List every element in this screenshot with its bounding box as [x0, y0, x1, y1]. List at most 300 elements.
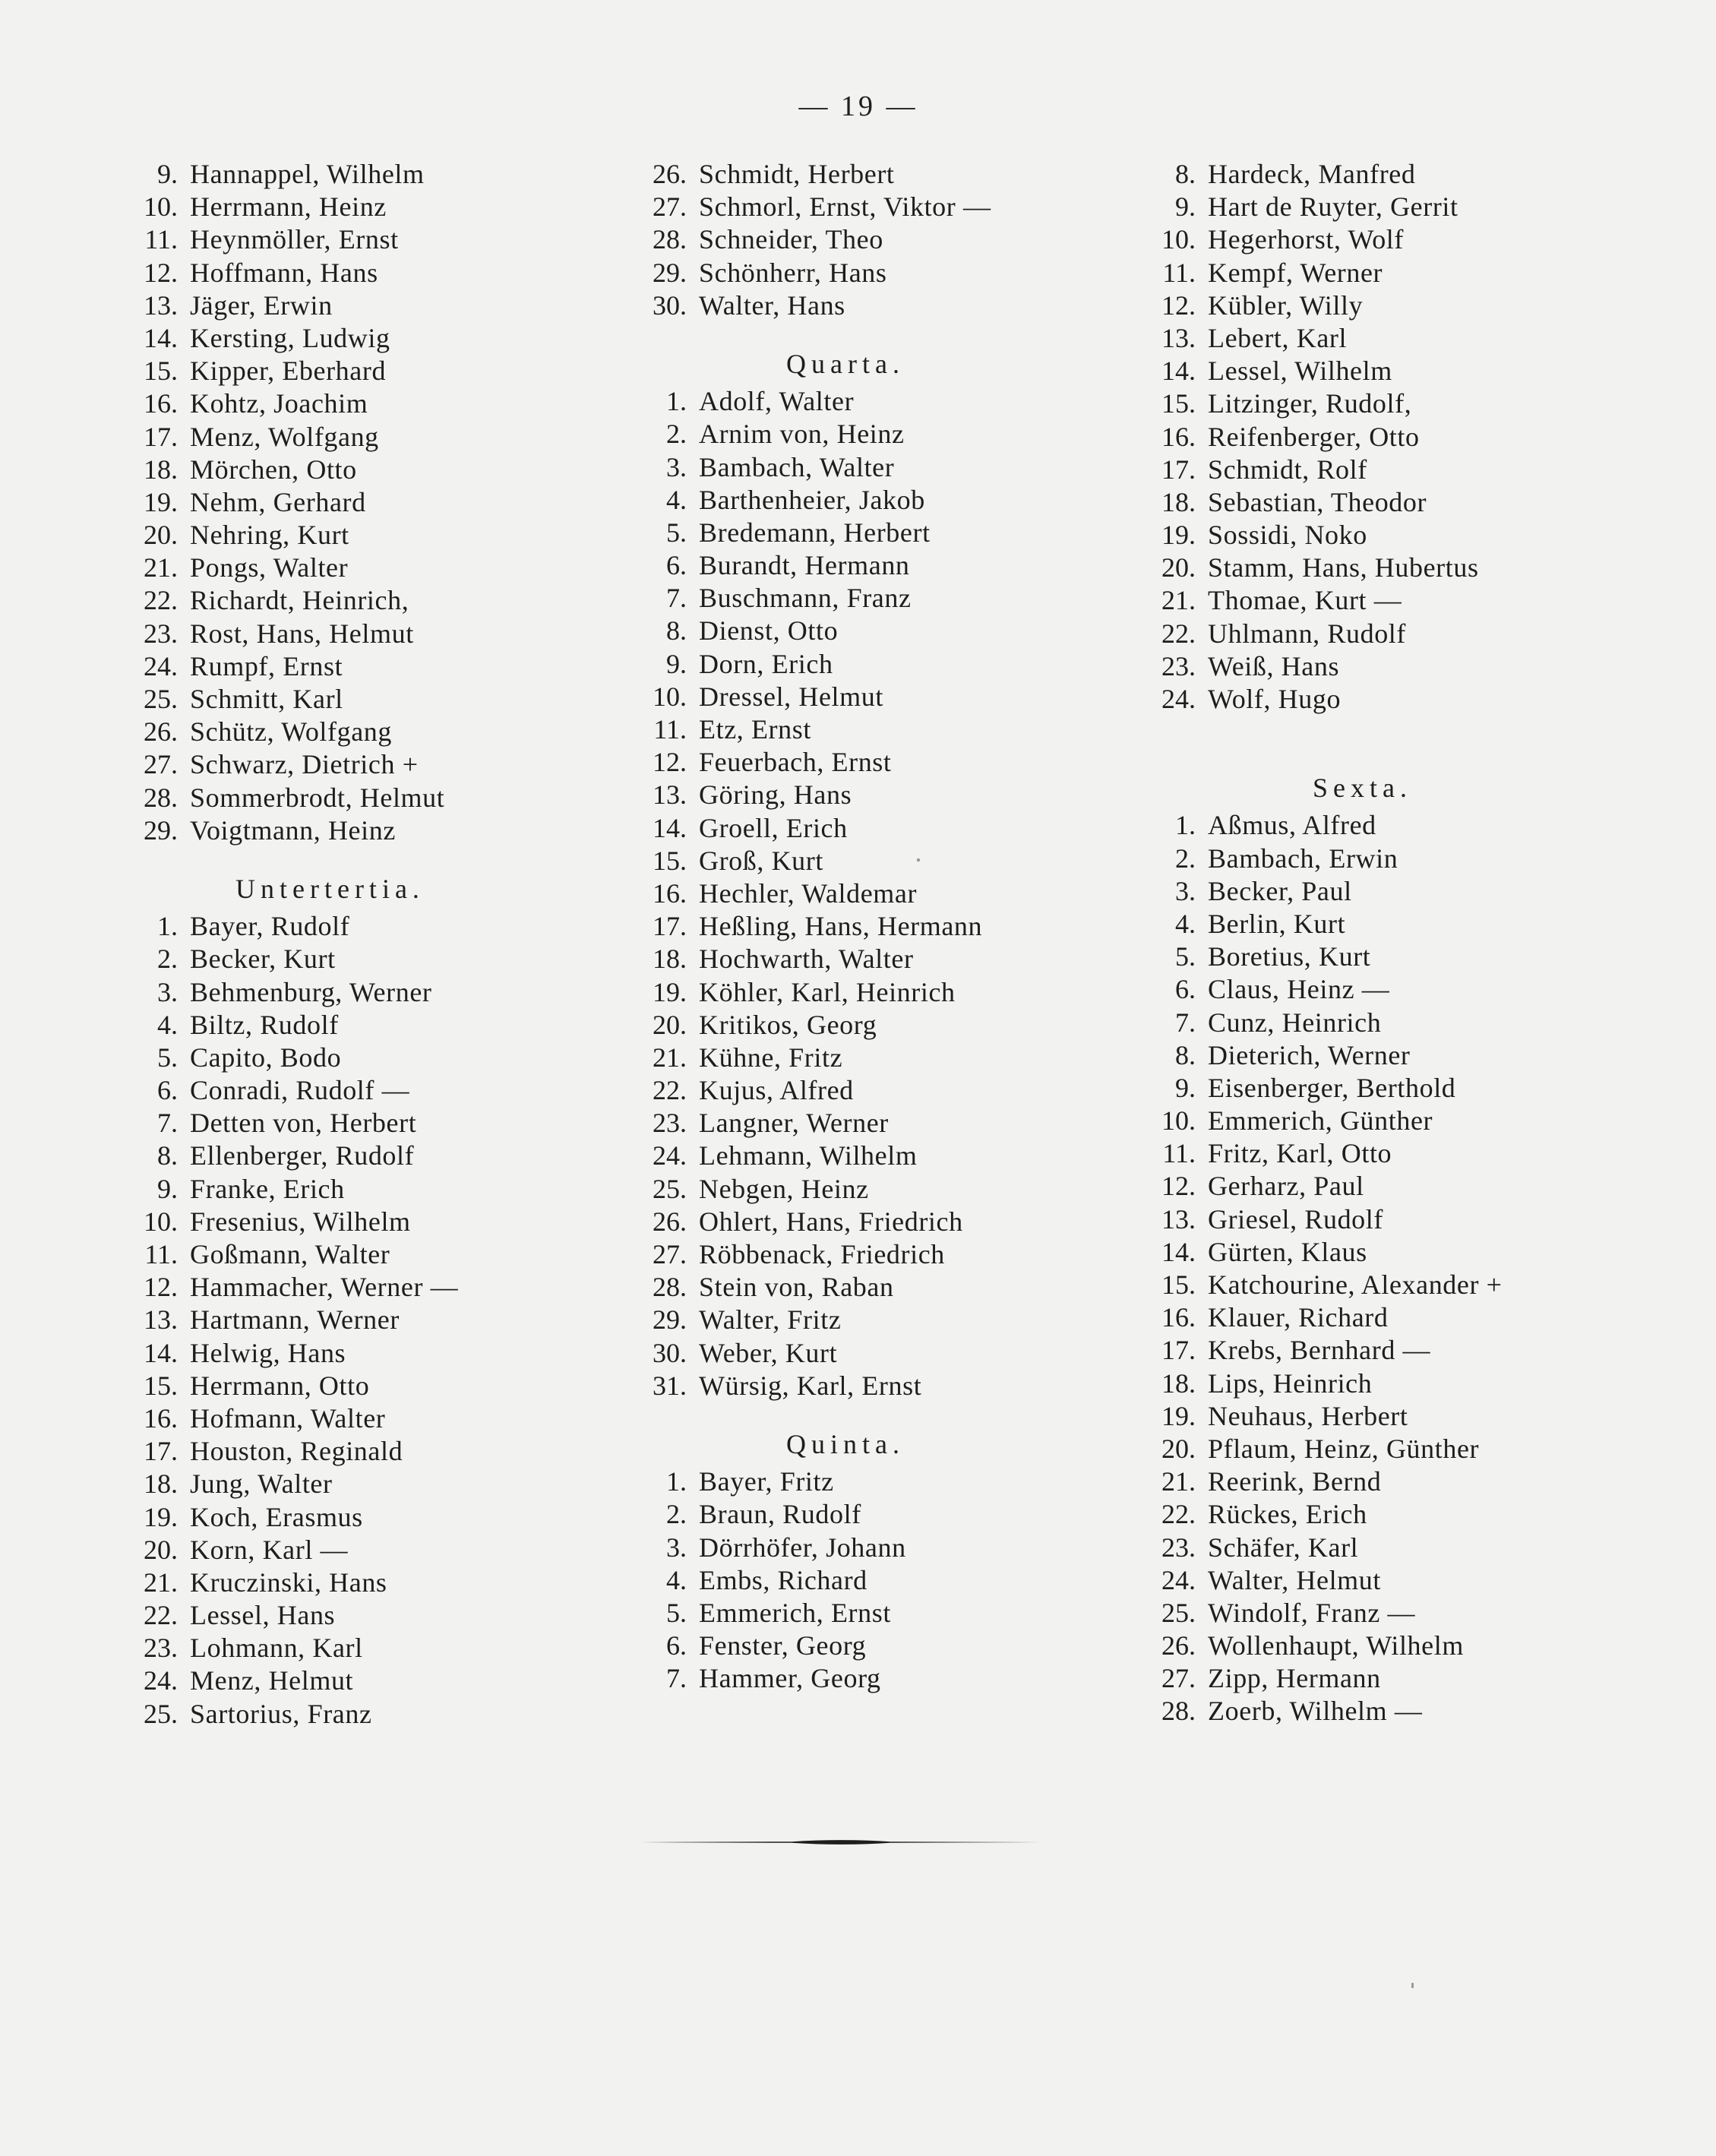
student-entry — [1139, 809, 1671, 842]
student-entry — [122, 748, 653, 781]
student-name: Uhlmann, Rudolf — [1208, 618, 1406, 649]
entry-number: 29. — [144, 814, 178, 846]
student-entry — [630, 1107, 1162, 1140]
entry-number: 12. — [653, 747, 687, 778]
student-name: Schmidt, Herbert — [699, 159, 895, 189]
entry-number: 15. — [144, 1370, 178, 1401]
student-name: Sebastian, Theodor — [1208, 486, 1427, 517]
entry-number: 27. — [653, 1239, 687, 1269]
class-heading: Sexta. — [1313, 773, 1412, 804]
student-name: Hofmann, Walter — [190, 1402, 386, 1434]
student-name: Menz, Helmut — [190, 1665, 354, 1696]
student-name: Schmorl, Ernst, Viktor — — [699, 191, 991, 223]
student-name: Feuerbach, Ernst — [699, 747, 892, 778]
student-entry — [1139, 158, 1671, 191]
entry-number: 16. — [1161, 1302, 1196, 1333]
entry-number: 18. — [1161, 1367, 1196, 1399]
entry-number: 1. — [666, 386, 687, 417]
student-name: Katchourine, Alexander + — [1208, 1269, 1503, 1300]
student-name: Kersting, Ludwig — [190, 322, 390, 353]
student-name: Würsig, Karl, Ernst — [699, 1370, 922, 1401]
student-name: Hart de Ruyter, Gerrit — [1208, 191, 1458, 223]
student-entry — [1139, 842, 1671, 875]
entry-number: 1. — [1175, 810, 1196, 841]
student-name: Fenster, Georg — [699, 1630, 867, 1661]
student-name: Dienst, Otto — [699, 615, 839, 646]
student-name: Kujus, Alfred — [699, 1075, 854, 1106]
student-name: Dorn, Erich — [699, 648, 833, 679]
entry-number: 6. — [1175, 974, 1196, 1005]
student-name: Franke, Erich — [190, 1173, 345, 1204]
student-name: Menz, Wolfgang — [190, 421, 379, 452]
student-entry — [122, 1632, 653, 1664]
student-name: Griesel, Rudolf — [1208, 1203, 1383, 1234]
entry-number: 10. — [144, 1206, 178, 1237]
entry-number: 7. — [157, 1108, 178, 1139]
student-name: Capito, Bodo — [190, 1042, 342, 1073]
student-entry — [122, 814, 653, 847]
student-name: Hochwarth, Walter — [699, 944, 914, 975]
entry-number: 11. — [1162, 257, 1196, 288]
student-entry — [630, 713, 1162, 746]
entry-number: 10. — [144, 191, 178, 223]
entry-number: 22. — [1161, 1499, 1196, 1530]
entry-number: 24. — [1161, 684, 1196, 714]
student-name: Dieterich, Werner — [1208, 1039, 1411, 1070]
entry-number: 27. — [1161, 1663, 1196, 1694]
entry-number: 9. — [666, 648, 687, 679]
student-entry — [630, 1206, 1162, 1238]
student-entry — [1139, 191, 1671, 223]
student-name: Windolf, Franz — — [1208, 1597, 1416, 1628]
student-entry — [122, 1468, 653, 1500]
student-name: Lohmann, Karl — [190, 1633, 363, 1664]
entry-number: 12. — [144, 1272, 178, 1303]
student-entry — [122, 1206, 653, 1238]
student-name: Dörrhöfer, Johann — [699, 1532, 906, 1563]
student-entry — [1139, 355, 1671, 387]
student-name: Stamm, Hans, Hubertus — [1208, 552, 1479, 583]
student-entry — [1139, 618, 1671, 650]
student-name: Lebert, Karl — [1208, 322, 1348, 353]
student-name: Nehm, Gerhard — [190, 486, 366, 517]
student-name: Pflaum, Heinz, Günther — [1208, 1433, 1480, 1464]
entry-number: 2. — [666, 419, 687, 450]
student-name: Burandt, Hermann — [699, 550, 910, 581]
student-entry — [122, 1337, 653, 1370]
student-name: Kipper, Eberhard — [190, 356, 387, 387]
entry-number: 13. — [144, 289, 178, 321]
entry-number: 18. — [1161, 486, 1196, 517]
student-name: Nebgen, Heinz — [699, 1173, 869, 1204]
student-name: Rumpf, Ernst — [190, 650, 343, 681]
student-name: Kruczinski, Hans — [190, 1566, 387, 1598]
entry-number: 19. — [1161, 520, 1196, 551]
student-entry — [1139, 908, 1671, 940]
student-entry — [122, 1238, 653, 1271]
student-entry — [122, 1370, 653, 1402]
student-name: Wolf, Hugo — [1208, 684, 1342, 714]
entry-number: 1. — [157, 911, 178, 942]
entry-number: 3. — [1175, 875, 1196, 906]
entry-number: 12. — [1161, 289, 1196, 321]
student-entry — [630, 1337, 1162, 1370]
entry-number: 29. — [653, 257, 687, 288]
student-entry — [122, 1664, 653, 1697]
student-name: Herrmann, Heinz — [190, 191, 387, 223]
student-name: Sommerbrodt, Helmut — [190, 782, 445, 813]
student-name: Hechler, Waldemar — [699, 877, 918, 909]
student-entry — [122, 716, 653, 748]
student-entry — [630, 681, 1162, 713]
student-name: Fritz, Karl, Otto — [1208, 1138, 1392, 1169]
student-name: Heynmöller, Ernst — [190, 224, 399, 255]
student-entry — [122, 683, 653, 716]
student-name: Hannappel, Wilhelm — [190, 159, 425, 189]
entry-number: 24. — [653, 1140, 687, 1171]
entry-number: 6. — [666, 550, 687, 581]
student-name: Boretius, Kurt — [1208, 941, 1371, 972]
student-entry — [630, 1074, 1162, 1107]
student-entry — [630, 451, 1162, 484]
student-entry — [1139, 1269, 1671, 1301]
student-name: Schneider, Theo — [699, 224, 883, 255]
entry-number: 16. — [1161, 421, 1196, 452]
student-name: Buschmann, Franz — [699, 583, 912, 614]
student-name: Schütz, Wolfgang — [190, 716, 392, 748]
entry-number: 5. — [157, 1042, 178, 1073]
student-name: Arnim von, Heinz — [699, 419, 905, 450]
student-name: Reerink, Bernd — [1208, 1466, 1382, 1497]
entry-number: 15. — [144, 356, 178, 387]
student-entry — [1139, 650, 1671, 683]
student-entry — [1139, 1301, 1671, 1334]
entry-number: 3. — [157, 976, 178, 1007]
paper-speck — [917, 858, 920, 861]
entry-number: 3. — [666, 451, 687, 482]
entry-number: 10. — [1161, 224, 1196, 255]
student-entry — [630, 257, 1162, 289]
student-entry — [630, 1009, 1162, 1042]
student-name: Etz, Ernst — [699, 714, 811, 744]
student-name: Lessel, Wilhelm — [1208, 356, 1392, 387]
student-entry — [630, 779, 1162, 811]
student-name: Hardeck, Manfred — [1208, 159, 1416, 189]
student-entry — [1139, 1498, 1671, 1531]
entry-number: 30. — [653, 1337, 687, 1368]
student-entry — [630, 943, 1162, 975]
student-name: Bambach, Walter — [699, 451, 895, 482]
student-name: Walter, Helmut — [1208, 1564, 1381, 1595]
entry-number: 24. — [144, 650, 178, 681]
entry-number: 26. — [653, 159, 687, 189]
entry-number: 25. — [144, 684, 178, 714]
student-name: Göring, Hans — [699, 779, 852, 811]
entry-number: 17. — [144, 421, 178, 452]
entry-number: 12. — [1161, 1171, 1196, 1202]
entry-number: 25. — [653, 1173, 687, 1204]
entry-number: 16. — [653, 877, 687, 909]
student-name: Cunz, Heinrich — [1208, 1007, 1382, 1038]
student-entry — [1139, 1695, 1671, 1728]
entry-number: 28. — [144, 782, 178, 813]
student-name: Braun, Rudolf — [699, 1499, 861, 1530]
student-entry — [122, 387, 653, 420]
entry-number: 25. — [144, 1698, 178, 1729]
student-entry — [122, 355, 653, 387]
entry-number: 27. — [144, 749, 178, 780]
student-entry — [630, 1532, 1162, 1564]
entry-number: 20. — [144, 1534, 178, 1565]
student-entry — [122, 782, 653, 814]
entry-number: 22. — [1161, 618, 1196, 649]
entry-number: 19. — [144, 1501, 178, 1532]
student-entry — [1139, 1465, 1671, 1498]
student-entry — [122, 454, 653, 486]
closing-ornament-rule — [640, 1837, 1042, 1848]
entry-number: 16. — [144, 1402, 178, 1434]
entry-number: 21. — [1161, 1466, 1196, 1497]
student-entry — [122, 519, 653, 552]
paper-speck — [1411, 1983, 1414, 1988]
student-entry — [1139, 257, 1671, 289]
entry-number: 18. — [144, 454, 178, 485]
student-name: Zoerb, Wilhelm — — [1208, 1696, 1423, 1727]
student-name: Jäger, Erwin — [190, 289, 333, 321]
student-name: Langner, Werner — [699, 1108, 889, 1139]
entry-number: 15. — [653, 845, 687, 876]
student-name: Walter, Hans — [699, 289, 845, 321]
student-entry — [1139, 1072, 1671, 1105]
student-entry — [122, 1566, 653, 1599]
student-entry — [122, 1435, 653, 1468]
student-name: Reifenberger, Otto — [1208, 421, 1420, 452]
entry-number: 14. — [144, 1337, 178, 1368]
student-name: Conradi, Rudolf — — [190, 1075, 410, 1106]
student-entry — [630, 910, 1162, 943]
student-entry — [1139, 584, 1671, 617]
student-entry — [122, 1599, 653, 1632]
student-entry — [630, 1042, 1162, 1074]
entry-number: 23. — [144, 618, 178, 649]
student-entry — [630, 1370, 1162, 1402]
entry-number: 4. — [666, 1564, 687, 1595]
student-entry — [1139, 1334, 1671, 1367]
student-name: Bambach, Erwin — [1208, 842, 1398, 874]
student-name: Klauer, Richard — [1208, 1302, 1389, 1333]
student-name: Gerharz, Paul — [1208, 1171, 1364, 1202]
student-entry — [1139, 223, 1671, 256]
student-entry — [630, 877, 1162, 910]
entry-number: 9. — [1175, 191, 1196, 223]
entry-number: 20. — [1161, 552, 1196, 583]
entry-number: 23. — [653, 1108, 687, 1139]
entry-number: 2. — [157, 944, 178, 975]
student-entry — [630, 289, 1162, 322]
student-entry — [630, 1465, 1162, 1498]
student-name: Gürten, Klaus — [1208, 1236, 1367, 1267]
student-entry — [630, 812, 1162, 845]
entry-number: 2. — [666, 1499, 687, 1530]
entry-number: 28. — [653, 1272, 687, 1303]
student-name: Walter, Fritz — [699, 1304, 842, 1336]
student-name: Nehring, Kurt — [190, 520, 349, 551]
entry-number: 12. — [144, 257, 178, 288]
student-entry — [122, 1402, 653, 1435]
student-name: Eisenberger, Berthold — [1208, 1072, 1456, 1103]
student-entry — [122, 486, 653, 519]
entry-number: 15. — [1161, 1269, 1196, 1300]
student-name: Lessel, Hans — [190, 1600, 336, 1631]
class-heading: Untertertia. — [235, 873, 425, 904]
entry-number: 17. — [144, 1436, 178, 1467]
student-name: Hartmann, Werner — [190, 1304, 400, 1336]
student-entry — [1139, 1597, 1671, 1630]
student-entry — [122, 1501, 653, 1534]
entry-number: 29. — [653, 1304, 687, 1336]
student-name: Ellenberger, Rudolf — [190, 1140, 415, 1171]
student-entry — [122, 421, 653, 454]
student-name: Claus, Heinz — — [1208, 974, 1390, 1005]
student-entry — [1139, 940, 1671, 973]
entry-number: 16. — [144, 388, 178, 419]
student-entry — [1139, 1367, 1671, 1400]
student-entry — [122, 1534, 653, 1566]
student-name: Bayer, Fritz — [699, 1466, 834, 1497]
student-name: Wollenhaupt, Wilhelm — [1208, 1630, 1464, 1661]
entry-number: 21. — [1161, 585, 1196, 616]
student-name: Koch, Erasmus — [190, 1501, 363, 1532]
entry-number: 10. — [653, 681, 687, 712]
entry-number: 5. — [666, 517, 687, 548]
student-name: Lips, Heinrich — [1208, 1367, 1373, 1399]
student-name: Litzinger, Rudolf, — [1208, 388, 1412, 419]
entry-number: 8. — [1175, 1039, 1196, 1070]
student-name: Mörchen, Otto — [190, 454, 357, 485]
entry-number: 26. — [653, 1206, 687, 1237]
entry-number: 24. — [144, 1665, 178, 1696]
student-name: Pongs, Walter — [190, 552, 349, 583]
student-name: Jung, Walter — [190, 1468, 333, 1500]
entry-number: 10. — [1161, 1105, 1196, 1136]
student-name: Voigtmann, Heinz — [190, 814, 396, 846]
student-entry — [630, 1238, 1162, 1271]
class-heading: Quarta. — [786, 348, 905, 379]
entry-number: 4. — [666, 484, 687, 515]
student-name: Goßmann, Walter — [190, 1239, 390, 1269]
student-entry — [630, 385, 1162, 418]
student-entry — [1139, 1137, 1671, 1170]
student-entry — [1139, 519, 1671, 552]
student-name: Adolf, Walter — [699, 386, 855, 417]
student-name: Herrmann, Otto — [190, 1370, 370, 1401]
student-name: Neuhaus, Herbert — [1208, 1400, 1408, 1431]
student-name: Kühne, Fritz — [699, 1042, 843, 1073]
student-name: Aßmus, Alfred — [1208, 810, 1376, 841]
entry-number: 28. — [653, 224, 687, 255]
entry-number: 9. — [157, 1173, 178, 1204]
student-entry — [122, 650, 653, 683]
student-entry — [122, 158, 653, 191]
student-name: Schäfer, Karl — [1208, 1532, 1359, 1563]
student-entry — [122, 552, 653, 584]
class-heading: Quinta. — [786, 1428, 905, 1459]
student-name: Hammacher, Werner — — [190, 1272, 459, 1303]
entry-number: 21. — [144, 1566, 178, 1598]
column-right — [1139, 158, 1671, 1728]
student-name: Schmidt, Rolf — [1208, 454, 1367, 485]
entry-number: 11. — [144, 1239, 178, 1269]
student-entry — [122, 322, 653, 355]
entry-number: 13. — [653, 779, 687, 811]
entry-number: 6. — [666, 1630, 687, 1661]
entry-number: 30. — [653, 289, 687, 321]
student-entry — [1139, 973, 1671, 1006]
entry-number: 15. — [1161, 388, 1196, 419]
student-entry — [1139, 289, 1671, 322]
entry-number: 11. — [1162, 1138, 1196, 1169]
entry-number: 20. — [144, 520, 178, 551]
student-name: Houston, Reginald — [190, 1436, 403, 1467]
student-name: Biltz, Rudolf — [190, 1009, 339, 1040]
student-entry — [1139, 1105, 1671, 1137]
entry-number: 19. — [1161, 1400, 1196, 1431]
student-entry — [122, 223, 653, 256]
student-name: Becker, Kurt — [190, 944, 336, 975]
entry-number: 19. — [653, 976, 687, 1007]
student-name: Krebs, Bernhard — — [1208, 1335, 1431, 1366]
student-entry — [122, 1042, 653, 1074]
student-entry — [122, 1009, 653, 1042]
student-entry — [630, 1564, 1162, 1597]
student-entry — [122, 1074, 653, 1107]
student-entry — [122, 1140, 653, 1172]
student-entry — [122, 1304, 653, 1336]
student-name: Embs, Richard — [699, 1564, 867, 1595]
student-entry — [1139, 1203, 1671, 1236]
student-entry — [630, 484, 1162, 517]
entry-number: 4. — [157, 1009, 178, 1040]
student-entry — [630, 517, 1162, 549]
student-entry — [1139, 322, 1671, 355]
student-entry — [630, 549, 1162, 582]
student-entry — [630, 615, 1162, 647]
student-entry — [630, 1630, 1162, 1662]
student-name: Hegerhorst, Wolf — [1208, 224, 1404, 255]
student-name: Köhler, Karl, Heinrich — [699, 976, 956, 1007]
student-entry — [1139, 486, 1671, 519]
entry-number: 11. — [144, 224, 178, 255]
student-name: Helwig, Hans — [190, 1337, 346, 1368]
student-entry — [1139, 1433, 1671, 1465]
entry-number: 9. — [1175, 1072, 1196, 1103]
entry-number: 11. — [653, 714, 687, 744]
entry-number: 14. — [144, 322, 178, 353]
student-name: Schmitt, Karl — [190, 684, 343, 714]
entry-number: 23. — [144, 1633, 178, 1664]
entry-number: 2. — [1175, 842, 1196, 874]
entry-number: 6. — [157, 1075, 178, 1106]
entry-number: 7. — [666, 583, 687, 614]
entry-number: 22. — [144, 585, 178, 616]
student-entry — [122, 257, 653, 289]
entry-number: 3. — [666, 1532, 687, 1563]
student-name: Sossidi, Noko — [1208, 520, 1367, 551]
student-name: Röbbenack, Friedrich — [699, 1239, 945, 1269]
student-name: Kempf, Werner — [1208, 257, 1383, 288]
student-entry — [1139, 1007, 1671, 1039]
entry-number: 19. — [144, 486, 178, 517]
